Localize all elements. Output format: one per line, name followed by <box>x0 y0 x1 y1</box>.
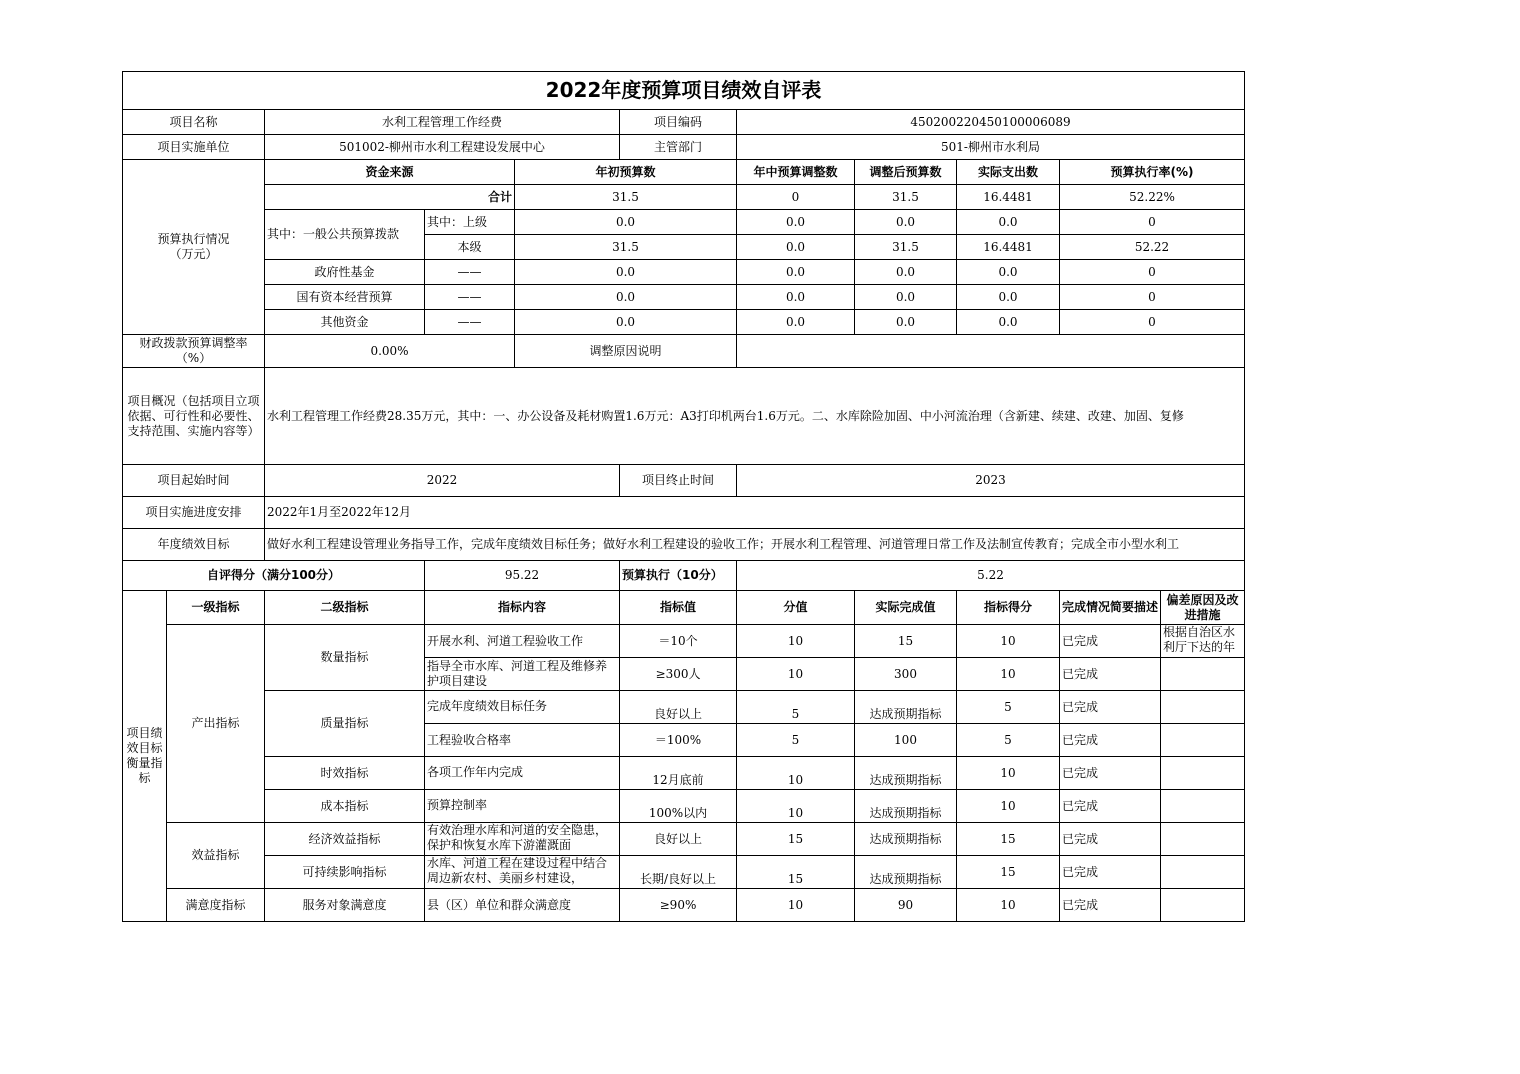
budget-upper-actual: 0.0 <box>957 210 1060 235</box>
dept-value: 501-柳州市水利局 <box>737 135 1245 160</box>
overview-label: 项目概况（包括项目立项依据、可行性和必要性、支持范围、实施内容等） <box>123 368 265 465</box>
indicator-content: 预算控制率 <box>425 790 620 823</box>
budget-total-adjusted: 31.5 <box>855 185 957 210</box>
level2-timeliness: 时效指标 <box>265 757 425 790</box>
indicator-target: 12月底前 <box>620 757 737 790</box>
indicator-weight: 15 <box>737 856 855 889</box>
indicator-content: 开展水利、河道工程验收工作 <box>425 625 620 658</box>
indicator-score: 10 <box>957 790 1060 823</box>
budget-total-label: 合计 <box>265 185 515 210</box>
indicator-score: 5 <box>957 691 1060 724</box>
page-title: 2022年度预算项目绩效自评表 <box>123 72 1245 110</box>
end-time-label: 项目终止时间 <box>620 465 737 497</box>
indicator-actual: 达成预期指标 <box>855 757 957 790</box>
self-score-value: 95.22 <box>425 561 620 591</box>
indicator-note <box>1161 757 1245 790</box>
level1-benefit: 效益指标 <box>167 823 265 889</box>
budget-other-adjust: 0.0 <box>737 310 855 335</box>
budget-other-label: 其他资金 <box>265 310 425 335</box>
indicator-score: 5 <box>957 724 1060 757</box>
indicator-status: 已完成 <box>1060 790 1161 823</box>
budget-other-rate: 0 <box>1060 310 1245 335</box>
level2-quantity: 数量指标 <box>265 625 425 691</box>
budget-capital-initial: 0.0 <box>515 285 737 310</box>
budget-capital-label: 国有资本经营预算 <box>265 285 425 310</box>
indicator-content: 水库、河道工程在建设过程中结合周边新农村、美丽乡村建设， <box>425 856 620 889</box>
budget-total-initial: 31.5 <box>515 185 737 210</box>
budget-general-label: 其中：一般公共预算拨款 <box>265 210 425 260</box>
indicator-actual: 达成预期指标 <box>855 691 957 724</box>
budget-other-adjusted: 0.0 <box>855 310 957 335</box>
budget-fund-dash: —— <box>425 260 515 285</box>
indicator-content: 县（区）单位和群众满意度 <box>425 889 620 922</box>
dept-label: 主管部门 <box>620 135 737 160</box>
indicator-header-note: 偏差原因及改进措施 <box>1161 591 1245 625</box>
budget-total-actual: 16.4481 <box>957 185 1060 210</box>
budget-other-initial: 0.0 <box>515 310 737 335</box>
indicator-content: 指导全市水库、河道工程及维修养护项目建设 <box>425 658 620 691</box>
indicator-header-level2: 二级指标 <box>265 591 425 625</box>
indicator-target: 良好以上 <box>620 823 737 856</box>
budget-upper-adjust: 0.0 <box>737 210 855 235</box>
annual-goal-text: 做好水利工程建设管理业务指导工作，完成年度绩效目标任务；做好水利工程建设的验收工作；开展水利工程管理、河道管理日常工作及法制宣传教育；完成全市小型水利工 <box>265 529 1245 561</box>
adjust-reason-label: 调整原因说明 <box>515 335 737 368</box>
indicator-status: 已完成 <box>1060 724 1161 757</box>
budget-local-label: 本级 <box>425 235 515 260</box>
indicator-target: 良好以上 <box>620 691 737 724</box>
project-code-value: 450200220450100006089 <box>737 110 1245 135</box>
indicator-content: 有效治理水库和河道的安全隐患，保护和恢复水库下游灌溉面 <box>425 823 620 856</box>
indicator-status: 已完成 <box>1060 757 1161 790</box>
schedule-text: 2022年1月至2022年12月 <box>265 497 1245 529</box>
indicator-actual: 300 <box>855 658 957 691</box>
budget-total-rate: 52.22% <box>1060 185 1245 210</box>
indicator-score: 10 <box>957 658 1060 691</box>
budget-fund-label: 政府性基金 <box>265 260 425 285</box>
budget-fund-adjusted: 0.0 <box>855 260 957 285</box>
budget-capital-adjusted: 0.0 <box>855 285 957 310</box>
indicator-target: 长期/良好以上 <box>620 856 737 889</box>
budget-header-rate: 预算执行率(%) <box>1060 160 1245 185</box>
budget-upper-adjusted: 0.0 <box>855 210 957 235</box>
budget-upper-rate: 0 <box>1060 210 1245 235</box>
indicator-content: 工程验收合格率 <box>425 724 620 757</box>
end-time-value: 2023 <box>737 465 1245 497</box>
budget-capital-adjust: 0.0 <box>737 285 855 310</box>
indicator-score: 10 <box>957 889 1060 922</box>
budget-local-adjust: 0.0 <box>737 235 855 260</box>
budget-fund-rate: 0 <box>1060 260 1245 285</box>
indicator-header-weight: 分值 <box>737 591 855 625</box>
start-time-label: 项目起始时间 <box>123 465 265 497</box>
indicator-weight: 5 <box>737 691 855 724</box>
indicator-weight: 10 <box>737 790 855 823</box>
budget-local-rate: 52.22 <box>1060 235 1245 260</box>
budget-local-actual: 16.4481 <box>957 235 1060 260</box>
indicator-score: 15 <box>957 823 1060 856</box>
overview-text: 水利工程管理工作经费28.35万元，其中：一、办公设备及耗材购置1.6万元：A3打印机两台1.6万元。二、水库除险加固、中小河流治理（含新建、续建、改建、加固、复修 <box>265 368 1245 465</box>
indicator-actual: 达成预期指标 <box>855 790 957 823</box>
impl-unit-label: 项目实施单位 <box>123 135 265 160</box>
budget-exec-label: 预算执行（10分） <box>620 561 737 591</box>
indicator-header-target: 指标值 <box>620 591 737 625</box>
indicator-side-label: 项目绩效目标衡量指标 <box>123 591 167 922</box>
level1-satisfaction: 满意度指标 <box>167 889 265 922</box>
indicator-actual: 达成预期指标 <box>855 823 957 856</box>
level2-quality: 质量指标 <box>265 691 425 757</box>
indicator-note: 根据自治区水利厅下达的年 <box>1161 625 1245 658</box>
indicator-actual: 90 <box>855 889 957 922</box>
indicator-header-actual: 实际完成值 <box>855 591 957 625</box>
performance-evaluation-table <box>122 71 1245 922</box>
budget-header-actual: 实际支出数 <box>957 160 1060 185</box>
level2-sustainable: 可持续影响指标 <box>265 856 425 889</box>
project-name-value: 水利工程管理工作经费 <box>265 110 620 135</box>
budget-other-actual: 0.0 <box>957 310 1060 335</box>
indicator-target: ≥300人 <box>620 658 737 691</box>
indicator-score: 15 <box>957 856 1060 889</box>
indicator-score: 10 <box>957 757 1060 790</box>
schedule-label: 项目实施进度安排 <box>123 497 265 529</box>
level2-service-satisfaction: 服务对象满意度 <box>265 889 425 922</box>
indicator-status: 已完成 <box>1060 691 1161 724</box>
indicator-note <box>1161 856 1245 889</box>
indicator-weight: 10 <box>737 757 855 790</box>
indicator-status: 已完成 <box>1060 625 1161 658</box>
budget-local-initial: 31.5 <box>515 235 737 260</box>
indicator-target: ＝100% <box>620 724 737 757</box>
indicator-status: 已完成 <box>1060 823 1161 856</box>
indicator-header-content: 指标内容 <box>425 591 620 625</box>
indicator-weight: 15 <box>737 823 855 856</box>
annual-goal-label: 年度绩效目标 <box>123 529 265 561</box>
indicator-content: 完成年度绩效目标任务 <box>425 691 620 724</box>
indicator-weight: 5 <box>737 724 855 757</box>
budget-exec-value: 5.22 <box>737 561 1245 591</box>
budget-fund-adjust: 0.0 <box>737 260 855 285</box>
budget-section-label: 预算执行情况 （万元） <box>123 160 265 335</box>
budget-capital-dash: —— <box>425 285 515 310</box>
indicator-weight: 10 <box>737 889 855 922</box>
indicator-note <box>1161 691 1245 724</box>
indicator-note <box>1161 658 1245 691</box>
budget-capital-rate: 0 <box>1060 285 1245 310</box>
impl-unit-value: 501002-柳州市水利工程建设发展中心 <box>265 135 620 160</box>
adjust-rate-label: 财政拨款预算调整率（%） <box>123 335 265 368</box>
indicator-status: 已完成 <box>1060 856 1161 889</box>
indicator-target: ≥90% <box>620 889 737 922</box>
level1-output: 产出指标 <box>167 625 265 823</box>
indicator-weight: 10 <box>737 658 855 691</box>
indicator-note <box>1161 790 1245 823</box>
level2-economic: 经济效益指标 <box>265 823 425 856</box>
indicator-actual: 达成预期指标 <box>855 856 957 889</box>
indicator-weight: 10 <box>737 625 855 658</box>
project-name-label: 项目名称 <box>123 110 265 135</box>
project-code-label: 项目编码 <box>620 110 737 135</box>
budget-upper-initial: 0.0 <box>515 210 737 235</box>
budget-other-dash: —— <box>425 310 515 335</box>
budget-total-adjust: 0 <box>737 185 855 210</box>
indicator-target: ＝10个 <box>620 625 737 658</box>
level2-cost: 成本指标 <box>265 790 425 823</box>
budget-header-adjusted: 调整后预算数 <box>855 160 957 185</box>
budget-fund-actual: 0.0 <box>957 260 1060 285</box>
indicator-actual: 100 <box>855 724 957 757</box>
indicator-status: 已完成 <box>1060 658 1161 691</box>
start-time-value: 2022 <box>265 465 620 497</box>
indicator-note <box>1161 724 1245 757</box>
indicator-status: 已完成 <box>1060 889 1161 922</box>
adjust-rate-value: 0.00% <box>265 335 515 368</box>
indicator-target: 100%以内 <box>620 790 737 823</box>
self-score-label: 自评得分（满分100分） <box>123 561 425 591</box>
budget-capital-actual: 0.0 <box>957 285 1060 310</box>
indicator-note <box>1161 889 1245 922</box>
budget-upper-label: 其中：上级 <box>425 210 515 235</box>
indicator-note <box>1161 823 1245 856</box>
indicator-score: 10 <box>957 625 1060 658</box>
budget-local-adjusted: 31.5 <box>855 235 957 260</box>
indicator-content: 各项工作年内完成 <box>425 757 620 790</box>
indicator-header-score: 指标得分 <box>957 591 1060 625</box>
budget-header-source: 资金来源 <box>265 160 515 185</box>
indicator-header-status: 完成情况简要描述 <box>1060 591 1161 625</box>
indicator-actual: 15 <box>855 625 957 658</box>
indicator-header-level1: 一级指标 <box>167 591 265 625</box>
budget-header-adjust: 年中预算调整数 <box>737 160 855 185</box>
budget-fund-initial: 0.0 <box>515 260 737 285</box>
budget-header-initial: 年初预算数 <box>515 160 737 185</box>
adjust-reason-value <box>737 335 1245 368</box>
